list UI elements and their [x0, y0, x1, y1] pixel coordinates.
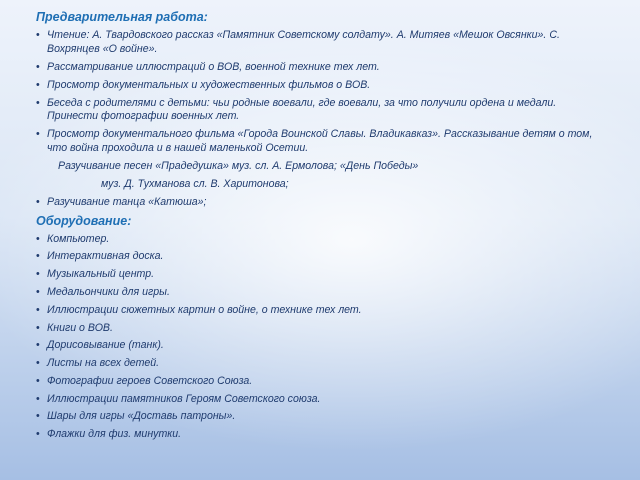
slide-content [36, 10, 606, 446]
list-item: • Просмотр документальных и художественных фильмов о ВОВ. [36, 79, 606, 93]
list-item: • Книги о ВОВ. [36, 322, 606, 336]
list-item: • Рассматривание иллюстраций о ВОВ, военной технике тех лет. [36, 61, 606, 75]
list-item: • Флажки для физ. минутки. [36, 428, 606, 442]
list-item: • Беседа с родителями с детьми: чьи родные воевали, где воевали, за что получили ордена и медали. Принести фотографии военных лет. [36, 97, 606, 124]
equipment-list [36, 233, 606, 442]
list-item: • Фотографии героев Советского Союза. [36, 375, 606, 389]
preliminary-work-list [36, 29, 606, 209]
list-item: • Разучивание танца «Катюша»; [36, 196, 606, 210]
list-item: • Музыкальный центр. [36, 268, 606, 282]
list-item: • Дорисовывание (танк). [36, 339, 606, 353]
list-item: • Просмотр документального фильма «Города Воинской Славы. Владикавказ». Рассказывание детям о том, что война проходила и в нашей маленькой Осетии. [36, 128, 606, 155]
list-item: муз. Д. Тухманова сл. В. Харитонова; [101, 177, 289, 190]
list-item: • Компьютер. [36, 233, 606, 247]
list-item: • Шары для игры «Доставь патроны». [36, 410, 606, 424]
list-item: • Листы на всех детей. [36, 357, 606, 371]
list-item: Разучивание песен «Прадедушка» муз. сл. А. Ермолова; «День Победы» [58, 159, 419, 172]
preliminary-work-heading: Предварительная работа: [36, 10, 208, 24]
list-item: • Интерактивная доска. [36, 250, 606, 264]
list-item: • Иллюстрации сюжетных картин о войне, о технике тех лет. [36, 304, 606, 318]
equipment-heading: Оборудование: [36, 213, 132, 228]
list-item: • Медальончики для игры. [36, 286, 606, 300]
list-item: • Иллюстрации памятников Героям Советского союза. [36, 393, 606, 407]
list-item: • Чтение: А. Твардовского рассказ «Памятник Советскому солдату». А. Митяев «Мешок Овсянки». С. Вохрянцев «О войне». [36, 29, 606, 56]
